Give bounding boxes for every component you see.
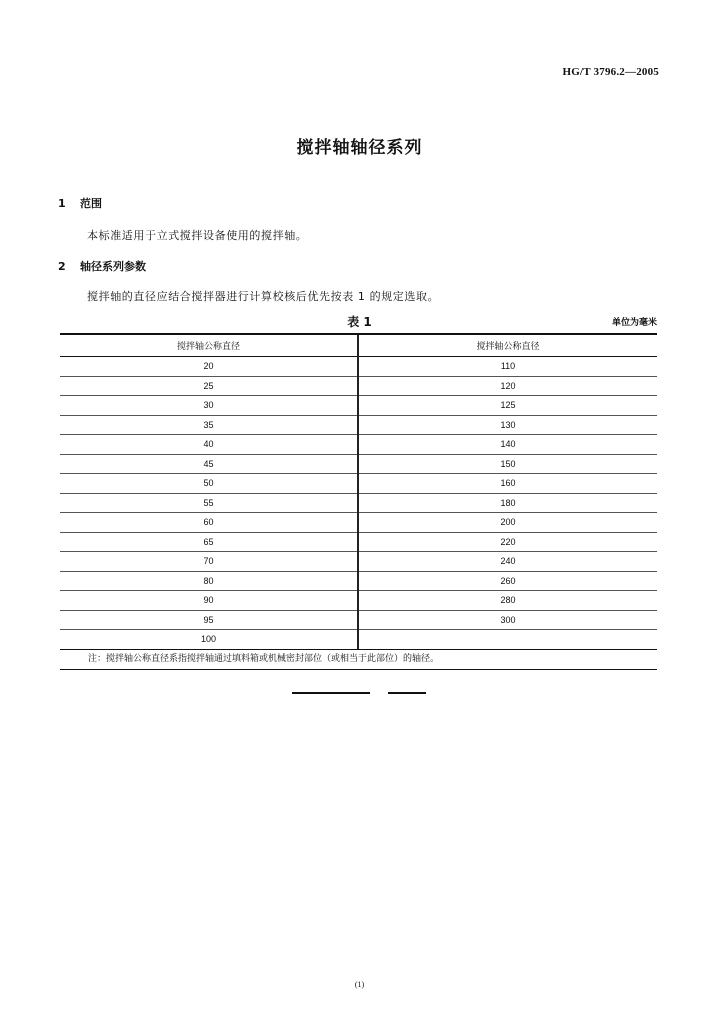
section-2-heading — [58, 258, 146, 274]
table-cell: 130 — [359, 416, 657, 436]
table-cell: 60 — [60, 513, 357, 533]
table-cell: 30 — [60, 396, 357, 416]
document-title: 搅拌轴轴径系列 — [296, 138, 423, 158]
table-cell: 240 — [359, 552, 657, 572]
table-cell: 280 — [359, 591, 657, 611]
right-column — [359, 357, 657, 650]
table-cell: 160 — [359, 474, 657, 494]
table-cell: 300 — [359, 611, 657, 631]
table-cell: 140 — [359, 435, 657, 455]
table-cell: 120 — [359, 377, 657, 397]
table-cell: 50 — [60, 474, 357, 494]
table-cell: 20 — [60, 357, 357, 377]
section-1-heading — [58, 195, 102, 211]
table-cell: 90 — [60, 591, 357, 611]
table-note: 注：搅拌轴公称直径系指搅拌轴通过填料箱或机械密封部位（或相当于此部位）的轴径。 — [60, 649, 657, 670]
table-cell: 200 — [359, 513, 657, 533]
table-cell: 45 — [60, 455, 357, 475]
table-cell: 25 — [60, 377, 357, 397]
section-heading-text: 范围 — [80, 197, 102, 210]
page-number: (1) — [354, 980, 365, 989]
section-1-text: 本标准适用于立式搅拌设备使用的搅拌轴。 — [87, 229, 308, 242]
section-2-text: 搅拌轴的直径应结合搅拌器进行计算校核后优先按表 1 的规定选取。 — [87, 290, 440, 303]
standard-code: HG/T 3796.2—2005 — [562, 66, 659, 78]
table-cell: 260 — [359, 572, 657, 592]
end-rule-right — [388, 692, 426, 694]
left-column — [60, 357, 357, 650]
table-cell: 110 — [359, 357, 657, 377]
shaft-diameter-table — [60, 333, 657, 670]
table-cell: 125 — [359, 396, 657, 416]
table-cell: 95 — [60, 611, 357, 631]
table-unit: 单位为毫米 — [611, 318, 657, 328]
table-header-left: 搅拌轴公称直径 — [176, 342, 240, 352]
table-cell: 55 — [60, 494, 357, 514]
end-rule-left — [292, 692, 370, 694]
table-header-right: 搅拌轴公称直径 — [476, 342, 540, 352]
table-cell: 35 — [60, 416, 357, 436]
section-number: 1 — [58, 197, 66, 210]
table-cell: 100 — [200, 634, 217, 644]
table-cell: 65 — [60, 533, 357, 553]
table-caption: 表 1 — [347, 315, 372, 329]
table-cell: 80 — [60, 572, 357, 592]
section-heading-text: 轴径系列参数 — [80, 260, 146, 273]
table-cell: 180 — [359, 494, 657, 514]
section-number: 2 — [58, 260, 66, 273]
table-cell: 150 — [359, 455, 657, 475]
table-cell — [359, 630, 657, 650]
table-cell: 70 — [60, 552, 357, 572]
table-cell: 40 — [60, 435, 357, 455]
table-cell: 220 — [359, 533, 657, 553]
